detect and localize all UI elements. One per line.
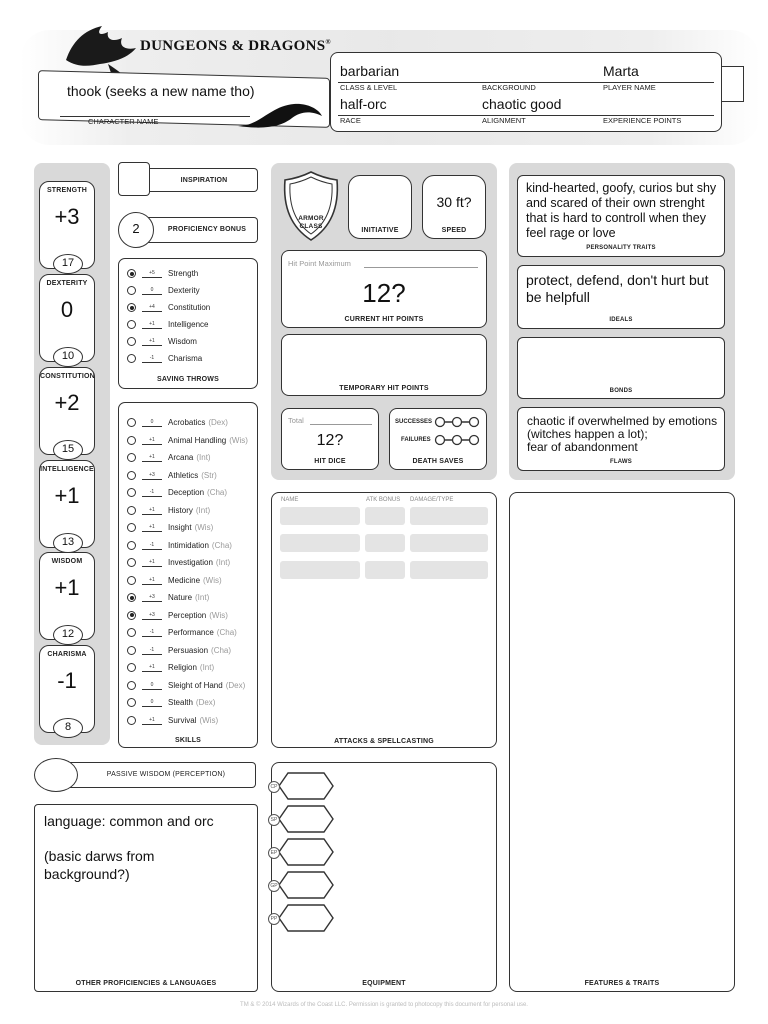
attacks-col-bonus: ATK BONUS	[366, 497, 401, 503]
skill-name: Persuasion	[168, 645, 209, 655]
features-traits-label: FEATURES & TRAITS	[584, 980, 660, 987]
skill-value: -1	[142, 488, 162, 497]
skill-value: +1	[142, 436, 162, 445]
intelligence-score[interactable]: 13	[53, 533, 83, 553]
skill-attr: (Int)	[195, 505, 211, 515]
passive-wisdom-circle[interactable]	[34, 758, 78, 792]
attacks-col-name: NAME	[281, 497, 299, 503]
save-value: +5	[142, 269, 162, 278]
skill-value: +1	[142, 558, 162, 567]
strength-box	[39, 181, 95, 269]
ideals-value: protect, defend, don't hurt but be helpfull	[526, 272, 709, 305]
saving-throws-title: SAVING THROWS	[157, 376, 219, 383]
skills-title: SKILLS	[174, 737, 202, 744]
save-row-strength[interactable]	[127, 266, 198, 281]
equipment-label: EQUIPMENT	[362, 980, 406, 987]
strength-mod[interactable]: +3	[54, 204, 80, 229]
wisdom-label: WISDOM	[51, 558, 83, 565]
skill-row-sleight-of-hand[interactable]	[127, 678, 245, 693]
skill-row-stealth[interactable]	[127, 695, 215, 710]
skill-name: History	[168, 505, 193, 515]
player-name-label: PLAYER NAME	[603, 83, 656, 92]
save-row-charisma[interactable]	[127, 351, 202, 366]
attack-3-bonus[interactable]	[365, 561, 405, 579]
skill-row-acrobatics[interactable]	[127, 415, 228, 430]
save-name: Wisdom	[168, 337, 197, 346]
skill-prof-dot[interactable]	[127, 628, 136, 637]
save-prof-dot[interactable]	[127, 320, 136, 329]
coin-ep[interactable]	[278, 838, 330, 866]
hit-dice-value[interactable]: 12?	[316, 432, 344, 449]
coin-ep-label: EP	[268, 847, 280, 859]
other-proficiencies-box[interactable]	[34, 804, 258, 992]
save-row-wisdom[interactable]	[127, 334, 197, 349]
strength-score[interactable]: 17	[53, 254, 83, 274]
skill-name: Nature	[168, 593, 193, 602]
coin-pp-label: PP	[268, 913, 280, 925]
current-hp-label: CURRENT HIT POINTS	[344, 316, 424, 323]
constitution-box	[39, 367, 95, 455]
coin-cp[interactable]	[278, 772, 330, 800]
save-name: Strength	[168, 269, 199, 278]
hp-max-line	[364, 267, 478, 268]
skill-name: Performance	[168, 628, 214, 637]
speed-value[interactable]: 30 ft?	[436, 194, 472, 210]
features-traits-box[interactable]	[509, 492, 735, 992]
personality-traits-value: kind-hearted, goofy, curios but shy and scared of their own strenght that is hard to controll when they feel rage or love	[526, 181, 717, 240]
save-prof-dot[interactable]	[127, 269, 136, 278]
skill-row-nature[interactable]	[127, 590, 209, 605]
skill-attr: (Wis)	[199, 715, 219, 725]
class-level-label: CLASS & LEVEL	[340, 83, 398, 92]
success-checkboxes[interactable]	[434, 416, 480, 428]
skill-row-medicine[interactable]	[127, 573, 222, 588]
attack-3-name[interactable]	[280, 561, 360, 579]
coin-pp[interactable]	[278, 904, 330, 932]
skill-value: 0	[142, 698, 162, 707]
skill-row-arcana[interactable]	[127, 450, 211, 465]
skill-prof-dot[interactable]	[127, 698, 136, 707]
skill-row-persuasion[interactable]	[127, 643, 231, 658]
alignment-value[interactable]: chaotic good	[482, 96, 562, 112]
skill-name: Deception	[168, 488, 205, 497]
attack-1-damage[interactable]	[410, 507, 488, 525]
background-label: BACKGROUND	[482, 83, 536, 92]
constitution-label: CONSTITUTION	[40, 373, 95, 380]
skill-attr: (Wis)	[194, 523, 214, 532]
skill-attr: (Cha)	[211, 645, 232, 655]
save-value: 0	[142, 286, 162, 295]
save-row-dexterity[interactable]	[127, 283, 200, 298]
temp-hp-label: TEMPORARY HIT POINTS	[339, 385, 429, 392]
skill-attr: (Int)	[196, 453, 211, 462]
skill-attr: (Dex)	[208, 418, 228, 427]
save-name: Dexterity	[168, 286, 200, 295]
charisma-box	[39, 645, 95, 733]
skill-attr: (Cha)	[216, 628, 237, 637]
attack-3-damage[interactable]	[410, 561, 488, 579]
dexterity-mod[interactable]: 0	[60, 297, 74, 322]
save-name: Intelligence	[168, 320, 209, 329]
save-prof-dot[interactable]	[127, 354, 136, 363]
skill-prof-dot[interactable]	[127, 506, 136, 515]
skill-prof-dot[interactable]	[127, 611, 136, 620]
save-prof-dot[interactable]	[127, 337, 136, 346]
attacks-col-damage: DAMAGE/TYPE	[410, 497, 454, 503]
other-prof-line2: (basic darws from	[44, 848, 155, 864]
skill-name: Intimidation	[168, 540, 209, 550]
hit-dice-label: HIT DICE	[314, 458, 346, 465]
failures-label: FAILURES	[401, 437, 431, 443]
save-row-constitution[interactable]	[127, 300, 210, 315]
skill-row-deception[interactable]	[127, 485, 227, 500]
speed-label: SPEED	[441, 227, 467, 234]
other-prof-label: OTHER PROFICIENCIES & LANGUAGES	[75, 980, 217, 987]
wisdom-mod[interactable]: +1	[54, 575, 80, 600]
skill-row-perception[interactable]	[127, 608, 228, 623]
saving-throws-box	[118, 258, 258, 389]
charisma-mod[interactable]: -1	[57, 668, 77, 693]
class-level-value[interactable]: barbarian	[340, 63, 400, 79]
skill-name: Stealth	[168, 698, 193, 707]
skill-prof-dot[interactable]	[127, 558, 136, 567]
skill-prof-dot[interactable]	[127, 646, 136, 655]
skill-attr: (Str)	[201, 470, 217, 480]
skill-row-animal-handling[interactable]	[127, 433, 248, 448]
attack-2-bonus[interactable]	[365, 534, 405, 552]
save-name: Charisma	[168, 354, 203, 363]
intelligence-mod[interactable]: +1	[54, 483, 80, 508]
skill-prof-dot[interactable]	[127, 488, 136, 497]
skill-row-performance[interactable]	[127, 625, 237, 640]
race-label: RACE	[340, 116, 361, 125]
dragon-logo-icon	[62, 20, 150, 76]
xp-label: EXPERIENCE POINTS	[603, 116, 682, 125]
death-saves-label: DEATH SAVES	[412, 458, 464, 465]
current-hp-value[interactable]: 12?	[362, 278, 406, 308]
skills-box	[118, 402, 258, 748]
skill-name: Arcana	[168, 453, 194, 462]
skill-name: Insight	[168, 523, 192, 532]
skill-value: -1	[142, 628, 162, 637]
coin-gp-label: GP	[268, 880, 280, 892]
skill-prof-dot[interactable]	[127, 576, 136, 585]
skill-row-athletics[interactable]	[127, 468, 217, 483]
skill-prof-dot[interactable]	[127, 418, 136, 427]
coin-sp[interactable]	[278, 805, 330, 833]
skill-name: Sleight of Hand	[168, 680, 223, 690]
hp-max-label: Hit Point Maximum	[288, 259, 351, 268]
initiative-label: INITIATIVE	[361, 227, 399, 234]
skill-value: +3	[142, 611, 162, 620]
attack-1-name[interactable]	[280, 507, 360, 525]
constitution-score[interactable]: 15	[53, 440, 83, 460]
skill-value: +1	[142, 663, 162, 672]
skill-value: +3	[142, 471, 162, 480]
intelligence-label: INTELLIGENCE	[40, 466, 94, 473]
skill-prof-dot[interactable]	[127, 523, 136, 532]
ideals-label: IDEALS	[609, 317, 633, 323]
dexterity-score[interactable]: 10	[53, 347, 83, 367]
skill-prof-dot[interactable]	[127, 453, 136, 462]
skill-prof-dot[interactable]	[127, 541, 136, 550]
successes-label: SUCCESSES	[395, 419, 433, 425]
skill-prof-dot[interactable]	[127, 716, 136, 725]
character-name-label: CHARACTER NAME	[88, 117, 159, 126]
skill-value: -1	[142, 541, 162, 550]
skill-prof-dot[interactable]	[127, 681, 136, 690]
failure-checkboxes[interactable]	[434, 434, 480, 446]
hit-dice-total-label: Total	[288, 416, 304, 425]
passive-wisdom-label: PASSIVE WISDOM (PERCEPTION)	[106, 771, 226, 778]
skill-name: Animal Handling	[168, 435, 227, 445]
save-prof-dot[interactable]	[127, 286, 136, 295]
skill-prof-dot[interactable]	[127, 436, 136, 445]
personality-traits-label: PERSONALITY TRAITS	[586, 245, 656, 251]
skill-value: +1	[142, 716, 162, 725]
header-right-ribbon	[722, 66, 744, 102]
charisma-score[interactable]: 8	[53, 718, 83, 738]
character-name-value[interactable]: thook (seeks a new name tho)	[67, 83, 255, 99]
hit-dice-total-line	[310, 424, 372, 425]
save-prof-dot[interactable]	[127, 303, 136, 312]
skill-row-history[interactable]	[127, 503, 210, 518]
skill-attr: (Wis)	[203, 575, 222, 585]
skill-name: Athletics	[168, 470, 199, 480]
skill-name: Medicine	[168, 575, 201, 585]
skill-value: 0	[142, 681, 162, 690]
skill-name: Religion	[168, 663, 197, 672]
attack-1-bonus[interactable]	[365, 507, 405, 525]
intelligence-box	[39, 460, 95, 548]
scroll-flourish-icon	[236, 96, 326, 132]
race-value[interactable]: half-orc	[340, 96, 387, 112]
skill-name: Perception	[168, 610, 207, 620]
inspiration-box[interactable]	[118, 162, 150, 196]
bonds-label: BONDS	[609, 388, 633, 394]
flaws-line3: fear of abandonment	[527, 440, 638, 454]
wisdom-score[interactable]: 12	[53, 625, 83, 645]
strength-label: STRENGTH	[46, 187, 88, 194]
proficiency-value[interactable]: 2	[132, 221, 140, 236]
attacks-label: ATTACKS & SPELLCASTING	[334, 738, 434, 745]
constitution-mod[interactable]: +2	[54, 390, 80, 415]
attack-2-damage[interactable]	[410, 534, 488, 552]
skill-row-insight[interactable]	[127, 520, 213, 535]
alignment-label: ALIGNMENT	[482, 116, 526, 125]
skill-attr: (Dex)	[225, 680, 246, 690]
skill-value: +1	[142, 453, 162, 462]
attacks-box	[271, 492, 497, 748]
coin-gp[interactable]	[278, 871, 330, 899]
skill-attr: (Dex)	[195, 698, 216, 707]
skill-attr: (Wis)	[209, 610, 228, 620]
skill-row-religion[interactable]	[127, 660, 214, 675]
flaws-line2: (witches happen a lot);	[527, 427, 648, 441]
skill-value: -1	[142, 646, 162, 655]
save-name: Constitution	[168, 303, 211, 312]
wisdom-box	[39, 552, 95, 640]
skill-value: +1	[142, 576, 162, 585]
skill-prof-dot[interactable]	[127, 471, 136, 480]
save-value: -1	[142, 354, 162, 363]
inspiration-label: INSPIRATION	[180, 177, 228, 184]
skill-name: Survival	[168, 715, 197, 725]
attack-2-name[interactable]	[280, 534, 360, 552]
flaws-label: FLAWS	[610, 459, 632, 465]
armor-class-label: ARMOR CLASS	[298, 215, 324, 230]
skill-attr: (Cha)	[207, 488, 228, 497]
skill-row-investigation[interactable]	[127, 555, 230, 570]
save-value: +1	[142, 320, 162, 329]
skill-attr: (Cha)	[211, 540, 232, 550]
armor-class-shield-icon[interactable]	[279, 170, 343, 242]
logo-text: DUNGEONS & DRAGONS®	[140, 38, 331, 54]
skill-attr: (Int)	[195, 593, 210, 602]
dexterity-box	[39, 274, 95, 362]
coin-cp-label: CP	[268, 781, 280, 793]
skill-name: Investigation	[168, 558, 213, 567]
skill-value: +1	[142, 523, 162, 532]
skill-attr: (Wis)	[229, 435, 248, 445]
dexterity-label: DEXTERITY	[46, 280, 88, 287]
skill-value: +1	[142, 506, 162, 515]
charisma-label: CHARISMA	[47, 651, 87, 658]
save-value: +4	[142, 303, 162, 312]
skill-row-intimidation[interactable]	[127, 538, 232, 553]
player-name-value[interactable]: Marta	[603, 63, 639, 79]
other-prof-line3: background?)	[44, 866, 130, 882]
footer-copyright: TM & © 2014 Wizards of the Coast LLC. Permission is granted to photocopy this document for personal use.	[240, 1002, 528, 1008]
skill-attr: (Int)	[199, 663, 215, 672]
flaws-line1: chaotic if overwhelmed by emotions	[527, 414, 718, 428]
proficiency-label: PROFICIENCY BONUS	[167, 226, 247, 233]
skill-value: 0	[142, 418, 162, 427]
skill-attr: (Int)	[215, 558, 231, 567]
save-value: +1	[142, 337, 162, 346]
other-prof-line1: language: common and orc	[44, 813, 214, 829]
skill-name: Acrobatics	[168, 418, 206, 427]
save-row-intelligence[interactable]	[127, 317, 208, 332]
coin-sp-label: SP	[268, 814, 280, 826]
skill-prof-dot[interactable]	[127, 593, 136, 602]
skill-row-survival[interactable]	[127, 713, 218, 728]
skill-prof-dot[interactable]	[127, 663, 136, 672]
skill-value: +3	[142, 593, 162, 602]
